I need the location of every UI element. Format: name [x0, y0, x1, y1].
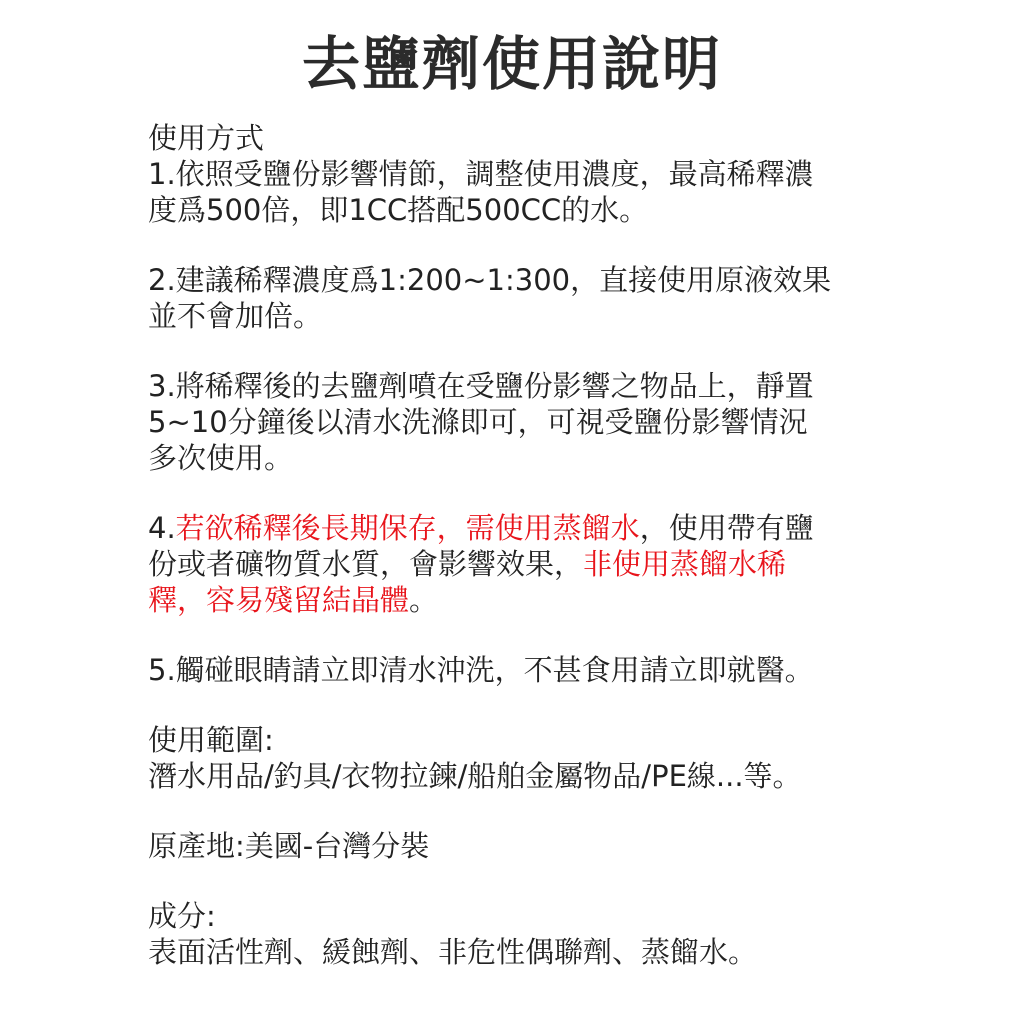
ingredients-heading: 成分:	[148, 899, 216, 933]
scope-heading: 使用範圍:	[148, 723, 274, 757]
step-1-line-1: 1.依照受鹽份影響情節，調整使用濃度，最高稀釋濃	[148, 157, 814, 191]
ingredients-items: 表面活性劑、緩蝕劑、非危性偶聯劑、蒸餾水。	[148, 935, 758, 969]
step-4-end: 。	[409, 583, 439, 617]
step-4-line-2	[148, 546, 888, 582]
step-3-line-2: 5~10分鐘後以清水洗滌即可，可視受鹽份影響情況	[148, 405, 808, 439]
instructions-body	[148, 120, 888, 970]
step-3-line-1: 3.將稀釋後的去鹽劑噴在受鹽份影響之物品上，靜置	[148, 369, 814, 403]
step-5-line-1: 5.觸碰眼睛請立即清水沖洗，不甚食用請立即就醫。	[148, 653, 814, 687]
usage-heading: 使用方式	[148, 121, 265, 155]
origin-text: 原產地:美國-台灣分裝	[148, 829, 430, 863]
step-4-text-2: 份或者礦物質水質，會影響效果，	[148, 547, 584, 581]
step-1-line-2: 度爲500倍，即1CC搭配500CC的水。	[148, 193, 649, 227]
step-3-line-3: 多次使用。	[148, 441, 294, 475]
step-4-warning-distilled-water: 若欲稀釋後長期保存，需使用蒸餾水	[175, 511, 640, 545]
step-2-line-2: 並不會加倍。	[148, 299, 323, 333]
step-4-line-3	[148, 582, 888, 618]
scope-items: 潛水用品/釣具/衣物拉鍊/船舶金屬物品/PE線...等。	[148, 759, 802, 793]
page-title: 去鹽劑使用說明	[301, 30, 722, 98]
step-4-number: 4.	[148, 511, 176, 545]
step-4-text: ，使用帶有鹽	[639, 511, 814, 545]
step-2-line-1: 2.建議稀釋濃度爲1:200~1:300，直接使用原液效果	[148, 263, 832, 297]
step-4-line-1	[148, 510, 888, 546]
step-4-warning-non-distilled: 非使用蒸餾水稀	[583, 547, 787, 581]
step-4-warning-crystal: 釋，容易殘留結晶體	[148, 583, 410, 617]
